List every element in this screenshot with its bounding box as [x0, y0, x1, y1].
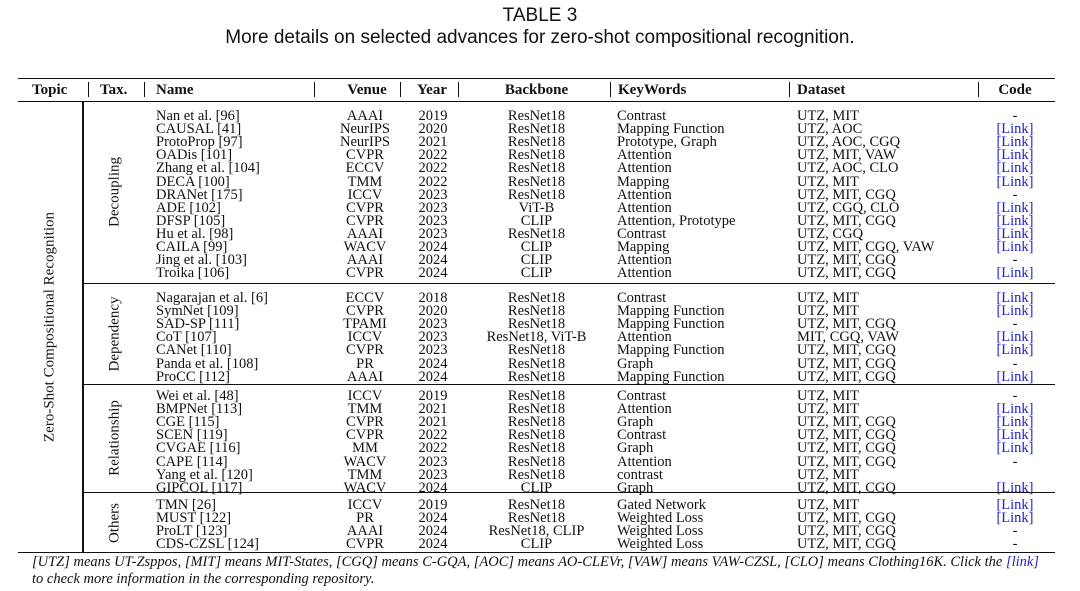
table-row	[84, 254, 1055, 267]
backbone-cell: ResNet18, CLIP	[488, 523, 585, 540]
year-cell: 2019	[418, 108, 448, 124]
code-link[interactable]: [Link]	[996, 329, 1034, 346]
keywords-cell: Attention	[617, 199, 672, 216]
year-cell: 2019	[418, 497, 448, 513]
backbone-cell: ResNet18	[507, 388, 566, 404]
year-cell: 2021	[418, 414, 448, 431]
venue-cell: CVPR	[346, 303, 384, 320]
code-link[interactable]: [Link]	[996, 368, 1034, 385]
year-cell: 2024	[418, 368, 448, 385]
dataset-cell: UTZ, MIT, CGQ	[797, 414, 896, 431]
backbone-cell: CLIP	[520, 479, 553, 496]
venue-cell: AAAI	[346, 252, 384, 269]
backbone-cell: ResNet18	[507, 316, 566, 333]
dataset-cell: UTZ, MIT	[797, 497, 860, 513]
header-separator	[978, 82, 979, 97]
dataset-cell: UTZ, MIT, CGQ	[797, 316, 896, 333]
keywords-cell: Graph	[617, 414, 654, 431]
dataset-cell: UTZ, MIT, CGQ	[797, 523, 896, 540]
dataset-cell: UTZ, MIT, VAW	[797, 147, 897, 164]
footnote-link[interactable]: [link]	[1005, 554, 1039, 570]
dataset-cell: UTZ, MIT, CGQ	[797, 440, 896, 457]
name-cell: ProLT [123]	[156, 523, 228, 540]
venue-cell: ECCV	[345, 160, 385, 177]
venue-cell: TPAMI	[343, 316, 387, 333]
code-link[interactable]: [Link]	[996, 440, 1034, 457]
backbone-cell: ResNet18	[507, 453, 566, 470]
dataset-cell: UTZ, MIT	[797, 108, 860, 124]
dataset-cell: UTZ, MIT	[797, 466, 860, 483]
header-separator	[314, 82, 315, 97]
dataset-cell: UTZ, MIT, CGQ	[797, 186, 896, 203]
year-cell: 2019	[418, 388, 448, 404]
keywords-cell: Attention	[617, 160, 672, 177]
venue-cell: NeurIPS	[340, 134, 390, 151]
dataset-cell: UTZ, MIT, CGQ	[797, 265, 896, 282]
dataset-cell: UTZ, MIT	[797, 388, 860, 404]
name-cell: BMPNet [113]	[156, 401, 243, 418]
name-cell: CAUSAL [41]	[156, 121, 242, 138]
venue-cell: CVPR	[346, 147, 384, 164]
year-cell: 2020	[418, 303, 448, 320]
dataset-cell: UTZ, AOC	[797, 121, 863, 138]
year-cell: 2018	[418, 290, 448, 306]
name-cell: Hu et al. [98]	[156, 225, 234, 242]
dataset-cell: UTZ, MIT, CGQ	[797, 368, 896, 385]
header-year: Year	[417, 82, 447, 98]
venue-cell: WACV	[343, 479, 387, 496]
code-link[interactable]: [Link]	[996, 199, 1034, 216]
keywords-cell: Attention	[617, 401, 672, 418]
venue-cell: AAAI	[346, 368, 384, 385]
year-cell: 2022	[418, 427, 448, 444]
venue-cell: AAAI	[346, 108, 384, 124]
venue-cell: TMM	[347, 173, 383, 190]
taxonomy-label: Relationship	[106, 400, 123, 476]
table-row	[84, 267, 1055, 280]
dataset-cell: UTZ, MIT, CGQ	[797, 536, 896, 553]
topic-label: Zero-Shot Compositional Recognition	[41, 212, 58, 442]
name-cell: DRANet [175]	[156, 186, 243, 203]
venue-cell: AAAI	[346, 225, 384, 242]
keywords-cell: Graph	[617, 355, 654, 372]
backbone-cell: ResNet18	[507, 290, 566, 306]
keywords-cell: Gated Network	[617, 497, 706, 513]
header-backbone: Backbone	[504, 82, 569, 98]
backbone-cell: ResNet18	[507, 134, 566, 151]
code-cell: -	[1012, 523, 1018, 540]
keywords-cell: Contrast	[617, 108, 667, 124]
venue-cell: WACV	[343, 453, 387, 470]
table-label: TABLE 3	[502, 5, 578, 26]
header-separator	[400, 82, 401, 97]
keywords-cell: Contrast	[617, 225, 667, 242]
dataset-cell: UTZ, MIT, CGQ	[797, 453, 896, 470]
name-cell: CANet [110]	[156, 342, 232, 359]
keywords-cell: Prototype, Graph	[617, 134, 717, 151]
name-cell: DFSP [105]	[156, 212, 226, 229]
venue-cell: PR	[356, 510, 374, 527]
footnote-text-end: to check more information in the corresponding repository.	[32, 571, 375, 587]
header-dataset: Dataset	[797, 82, 846, 98]
header-separator	[610, 82, 611, 97]
code-cell: -	[1012, 536, 1018, 553]
backbone-cell: ResNet18	[507, 414, 566, 431]
year-cell: 2023	[418, 329, 448, 346]
header-separator	[789, 82, 790, 97]
dataset-cell: MIT, CGQ, VAW	[797, 329, 899, 346]
name-cell: Troika [106]	[156, 265, 230, 282]
dataset-cell: UTZ, MIT	[797, 401, 860, 418]
code-link[interactable]: [Link]	[996, 401, 1034, 418]
year-cell: 2024	[418, 355, 448, 372]
header-topic: Topic	[32, 82, 68, 98]
venue-cell: TMM	[347, 401, 383, 418]
venue-cell: CVPR	[346, 342, 384, 359]
keywords-cell: Contrast	[617, 427, 667, 444]
year-cell: 2024	[418, 252, 448, 269]
backbone-cell: CLIP	[520, 536, 553, 553]
name-cell: ProtoProp [97]	[156, 134, 243, 151]
dataset-cell: UTZ, MIT, CGQ	[797, 212, 896, 229]
name-cell: Yang et al. [120]	[156, 466, 253, 483]
group-others	[84, 493, 1055, 552]
name-cell: SAD-SP [111]	[156, 316, 240, 333]
keywords-cell: Weighted Loss	[617, 536, 704, 553]
name-cell: MUST [122]	[156, 510, 232, 527]
keywords-cell: Mapping Function	[617, 303, 725, 320]
dataset-cell: UTZ, CGQ, CLO	[797, 199, 900, 216]
taxonomy-label: Dependency	[106, 296, 123, 371]
name-cell: Nan et al. [96]	[156, 108, 240, 124]
backbone-cell: ResNet18, ViT-B	[486, 329, 587, 346]
keywords-cell: Attention	[617, 147, 672, 164]
dataset-cell: UTZ, CGQ	[797, 225, 864, 242]
header-keywords: KeyWords	[618, 82, 687, 98]
year-cell: 2022	[418, 173, 448, 190]
dataset-cell: UTZ, MIT, CGQ	[797, 479, 896, 496]
group-rule	[84, 492, 1055, 493]
code-link[interactable]: [Link]	[996, 427, 1034, 444]
venue-cell: TMM	[347, 466, 383, 483]
name-cell: ADE [102]	[156, 199, 221, 216]
code-link[interactable]: [Link]	[996, 160, 1034, 177]
keywords-cell: Mapping Function	[617, 342, 725, 359]
venue-cell: CVPR	[346, 427, 384, 444]
table-row	[84, 368, 1055, 385]
year-cell: 2024	[418, 510, 448, 527]
topic-cell	[18, 102, 82, 552]
backbone-cell: ResNet18	[507, 147, 566, 164]
dataset-cell: UTZ, MIT, CGQ	[797, 342, 896, 359]
code-cell: -	[1012, 355, 1018, 372]
venue-cell: AAAI	[346, 523, 384, 540]
dataset-cell: UTZ, AOC, CGQ	[797, 134, 901, 151]
name-cell: CAILA [99]	[156, 239, 228, 255]
venue-cell: CVPR	[346, 199, 384, 216]
backbone-cell: ResNet18	[507, 440, 566, 457]
code-cell: -	[1012, 108, 1018, 124]
code-cell: -	[1012, 252, 1018, 269]
header-venue: Venue	[347, 82, 387, 98]
year-cell: 2022	[418, 440, 448, 457]
group-decoupling	[84, 102, 1055, 282]
backbone-cell: CLIP	[520, 252, 553, 269]
name-cell: DECA [100]	[156, 173, 230, 190]
year-cell: 2023	[418, 212, 448, 229]
name-cell: Panda et al. [108]	[156, 355, 259, 372]
backbone-cell: ResNet18	[507, 186, 566, 203]
year-cell: 2023	[418, 342, 448, 359]
name-cell: CoT [107]	[156, 329, 217, 346]
code-cell: -	[1012, 453, 1018, 470]
venue-cell: NeurIPS	[340, 121, 390, 138]
year-cell: 2023	[418, 466, 448, 483]
code-cell: -	[1012, 388, 1018, 404]
keywords-cell: Weighted Loss	[617, 523, 704, 540]
dataset-cell: UTZ, MIT, CGQ	[797, 427, 896, 444]
keywords-cell: Graph	[617, 479, 654, 496]
dataset-cell: UTZ, MIT	[797, 303, 860, 320]
bottom-rule	[18, 552, 1055, 553]
backbone-cell: ResNet18	[507, 342, 566, 359]
code-link[interactable]: [Link]	[996, 510, 1034, 527]
header-separator	[458, 82, 459, 97]
group-dependency	[84, 284, 1055, 383]
keywords-cell: Mapping	[617, 239, 670, 255]
table-row	[84, 403, 1055, 416]
code-cell: -	[1012, 316, 1018, 333]
name-cell: GIPCOL [117]	[156, 479, 243, 496]
backbone-cell: ViT-B	[518, 199, 555, 216]
year-cell: 2024	[418, 479, 448, 496]
table-caption: More details on selected advances for zero-shot compositional recognition.	[225, 27, 855, 48]
venue-cell: ICCV	[347, 497, 383, 513]
code-link[interactable]: [Link]	[996, 134, 1034, 151]
keywords-cell: Weighted Loss	[617, 510, 704, 527]
year-cell: 2023	[418, 316, 448, 333]
venue-cell: CVPR	[346, 536, 384, 553]
year-cell: 2022	[418, 160, 448, 177]
table-row	[84, 538, 1055, 551]
keywords-cell: Attention, Prototype	[617, 212, 736, 229]
keywords-cell: Attention	[617, 265, 672, 282]
dataset-cell: UTZ, MIT, CGQ	[797, 510, 896, 527]
table-row	[84, 416, 1055, 429]
topic-separator	[82, 102, 84, 552]
name-cell: Zhang et al. [104]	[156, 160, 260, 177]
venue-cell: WACV	[343, 239, 387, 255]
keywords-cell: contrast	[617, 466, 663, 483]
header-name: Name	[156, 82, 194, 98]
footnote-text: [UTZ] means UT-Zsppos, [MIT] means MIT-States, [CGQ] means C-GQA, [AOC] means AO-CLEVr, [VAW] means VAW-CZSL, [CLO] means Clothing16K. Click the	[32, 554, 1006, 570]
backbone-cell: CLIP	[520, 212, 553, 229]
code-link[interactable]: [Link]	[996, 212, 1034, 229]
venue-cell: ECCV	[345, 290, 385, 306]
backbone-cell: ResNet18	[507, 108, 566, 124]
venue-cell: MM	[352, 440, 378, 457]
year-cell: 2024	[418, 536, 448, 553]
venue-cell: ICCV	[347, 388, 383, 404]
keywords-cell: Contrast	[617, 388, 667, 404]
name-cell: CDS-CZSL [124]	[156, 536, 259, 553]
keywords-cell: Mapping Function	[617, 121, 725, 138]
venue-cell: CVPR	[346, 212, 384, 229]
year-cell: 2024	[418, 523, 448, 540]
keywords-cell: Mapping	[617, 173, 670, 190]
name-cell: ProCC [112]	[156, 368, 230, 385]
taxonomy-label: Decoupling	[106, 157, 123, 227]
venue-cell: CVPR	[346, 414, 384, 431]
name-cell: CAPE [114]	[156, 453, 228, 470]
code-link[interactable]: [Link]	[996, 479, 1034, 496]
venue-cell: ICCV	[347, 329, 383, 346]
venue-cell: ICCV	[347, 186, 383, 203]
backbone-cell: ResNet18	[507, 497, 566, 513]
backbone-cell: CLIP	[520, 265, 553, 282]
year-cell: 2022	[418, 147, 448, 164]
backbone-cell: ResNet18	[507, 510, 566, 527]
name-cell: OADis [101]	[156, 147, 233, 164]
year-cell: 2023	[418, 186, 448, 203]
group-relationship	[84, 385, 1055, 496]
year-cell: 2024	[418, 239, 448, 255]
table-row	[84, 199, 1055, 216]
table-footnote	[32, 554, 1052, 588]
group-rule	[84, 283, 1055, 284]
code-link[interactable]: [Link]	[996, 147, 1034, 164]
name-cell: Nagarajan et al. [6]	[156, 290, 268, 306]
backbone-cell: ResNet18	[507, 225, 566, 242]
keywords-cell: Graph	[617, 440, 654, 457]
year-cell: 2023	[418, 453, 448, 470]
backbone-cell: ResNet18	[507, 401, 566, 418]
backbone-cell: ResNet18	[507, 466, 566, 483]
code-link[interactable]: [Link]	[996, 497, 1034, 513]
backbone-cell: ResNet18	[507, 303, 566, 320]
keywords-cell: Attention	[617, 453, 672, 470]
taxonomy-label: Others	[106, 502, 123, 543]
code-link[interactable]: [Link]	[996, 239, 1034, 255]
backbone-cell: ResNet18	[507, 121, 566, 138]
table-row	[84, 442, 1055, 455]
year-cell: 2021	[418, 401, 448, 418]
code-link[interactable]: [Link]	[996, 225, 1034, 242]
keywords-cell: Mapping Function	[617, 316, 725, 333]
dataset-cell: UTZ, MIT, CGQ	[797, 355, 896, 372]
code-link[interactable]: [Link]	[996, 121, 1034, 138]
group-rule	[84, 384, 1055, 385]
code-link[interactable]: [Link]	[996, 265, 1034, 282]
dataset-cell: UTZ, AOC, CLO	[797, 160, 899, 177]
backbone-cell: ResNet18	[507, 355, 566, 372]
backbone-cell: ResNet18	[507, 427, 566, 444]
name-cell: TMN [26]	[156, 497, 217, 513]
code-link[interactable]: [Link]	[996, 173, 1034, 190]
top-rule	[18, 78, 1055, 79]
year-cell: 2024	[418, 265, 448, 282]
name-cell: CVGAE [116]	[156, 440, 241, 457]
keywords-cell: Contrast	[617, 290, 667, 306]
dataset-cell: UTZ, MIT	[797, 290, 860, 306]
code-link[interactable]: [Link]	[996, 290, 1034, 306]
venue-cell: PR	[356, 355, 374, 372]
header-code: Code	[998, 82, 1032, 98]
keywords-cell: Attention	[617, 186, 672, 203]
code-link[interactable]: [Link]	[996, 303, 1034, 320]
name-cell: Wei et al. [48]	[156, 388, 239, 404]
code-cell: -	[1012, 186, 1018, 203]
dataset-cell: UTZ, MIT, CGQ	[797, 252, 896, 269]
year-cell: 2021	[418, 134, 448, 151]
year-cell: 2023	[418, 199, 448, 216]
name-cell: CGE [115]	[156, 414, 220, 431]
header-separator	[144, 82, 145, 97]
backbone-cell: ResNet18	[507, 160, 566, 177]
dataset-cell: UTZ, MIT	[797, 173, 860, 190]
year-cell: 2020	[418, 121, 448, 138]
name-cell: Jing et al. [103]	[156, 252, 248, 269]
name-cell: SymNet [109]	[156, 303, 239, 320]
dataset-cell: UTZ, MIT, CGQ, VAW	[797, 239, 935, 255]
header-tax: Tax.	[100, 82, 128, 98]
backbone-cell: ResNet18	[507, 368, 566, 385]
backbone-cell: ResNet18	[507, 173, 566, 190]
keywords-cell: Mapping Function	[617, 368, 725, 385]
backbone-cell: CLIP	[520, 239, 553, 255]
name-cell: SCEN [119]	[156, 427, 228, 444]
year-cell: 2023	[418, 225, 448, 242]
venue-cell: CVPR	[346, 265, 384, 282]
code-link[interactable]: [Link]	[996, 342, 1034, 359]
header-separator	[88, 82, 89, 97]
keywords-cell: Attention	[617, 329, 672, 346]
table-row	[84, 186, 1055, 203]
advances-table	[18, 78, 1055, 552]
code-link[interactable]: [Link]	[996, 414, 1034, 431]
keywords-cell: Attention	[617, 252, 672, 269]
